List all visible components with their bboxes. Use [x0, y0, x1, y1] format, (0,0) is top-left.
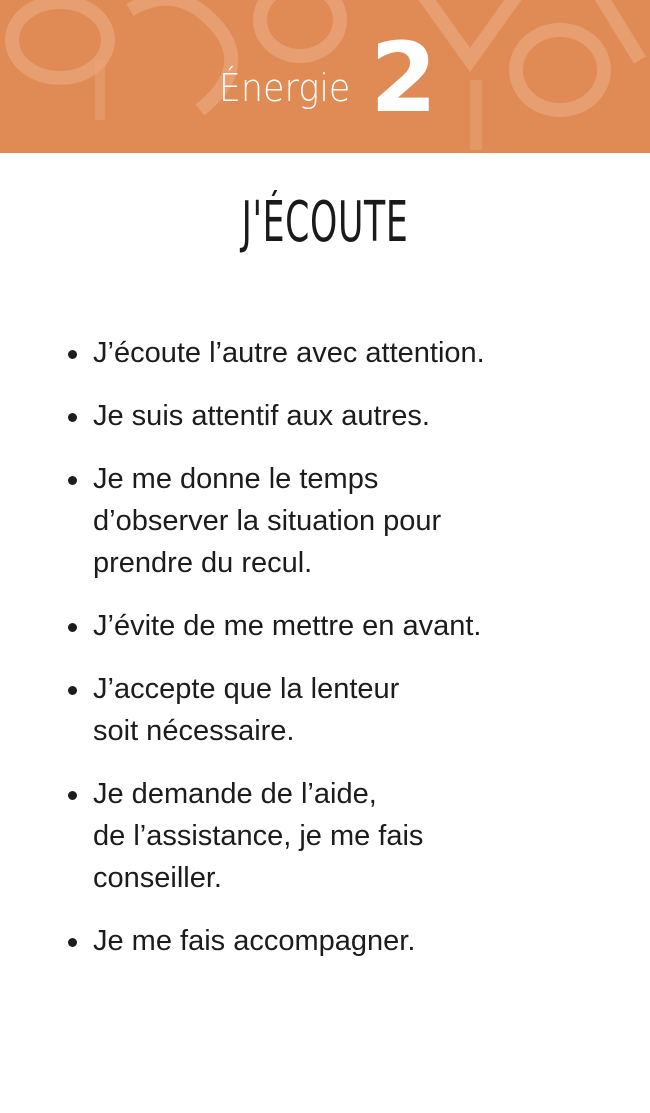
list-item: [66, 668, 626, 752]
bullet-icon: [68, 476, 77, 485]
list-item-text: J’écoute l’autre avec attention.: [93, 337, 485, 369]
bullet-icon: [68, 686, 77, 695]
list-item: [66, 458, 626, 584]
bullet-icon: [68, 623, 77, 632]
list-item: [66, 605, 626, 647]
bullet-icon: [68, 791, 77, 800]
bullet-icon: [68, 413, 77, 422]
header-banner: [0, 0, 650, 153]
energy-number: 2: [370, 21, 437, 134]
bullet-icon: [68, 350, 77, 359]
behavior-list: [66, 332, 626, 983]
list-item: [66, 332, 626, 374]
list-item-text: Je suis attentif aux autres.: [93, 400, 430, 432]
list-item-text: J’évite de me mettre en avant.: [93, 610, 482, 642]
list-item: [66, 773, 626, 899]
list-item-text: Je me fais accompagner.: [93, 925, 416, 957]
energy-label: Énergie: [218, 65, 351, 110]
list-item: [66, 395, 626, 437]
list-item-text: Je me donne le temps d’observer la situation pour prendre du recul.: [93, 463, 442, 579]
list-item: [66, 920, 626, 962]
card-title: J'ÉCOUTE: [241, 190, 409, 255]
list-item-text: J’accepte que la lenteur soit nécessaire.: [93, 673, 400, 747]
bullet-icon: [68, 938, 77, 947]
list-item-text: Je demande de l’aide, de l’assistance, je me fais conseiller.: [93, 778, 424, 894]
